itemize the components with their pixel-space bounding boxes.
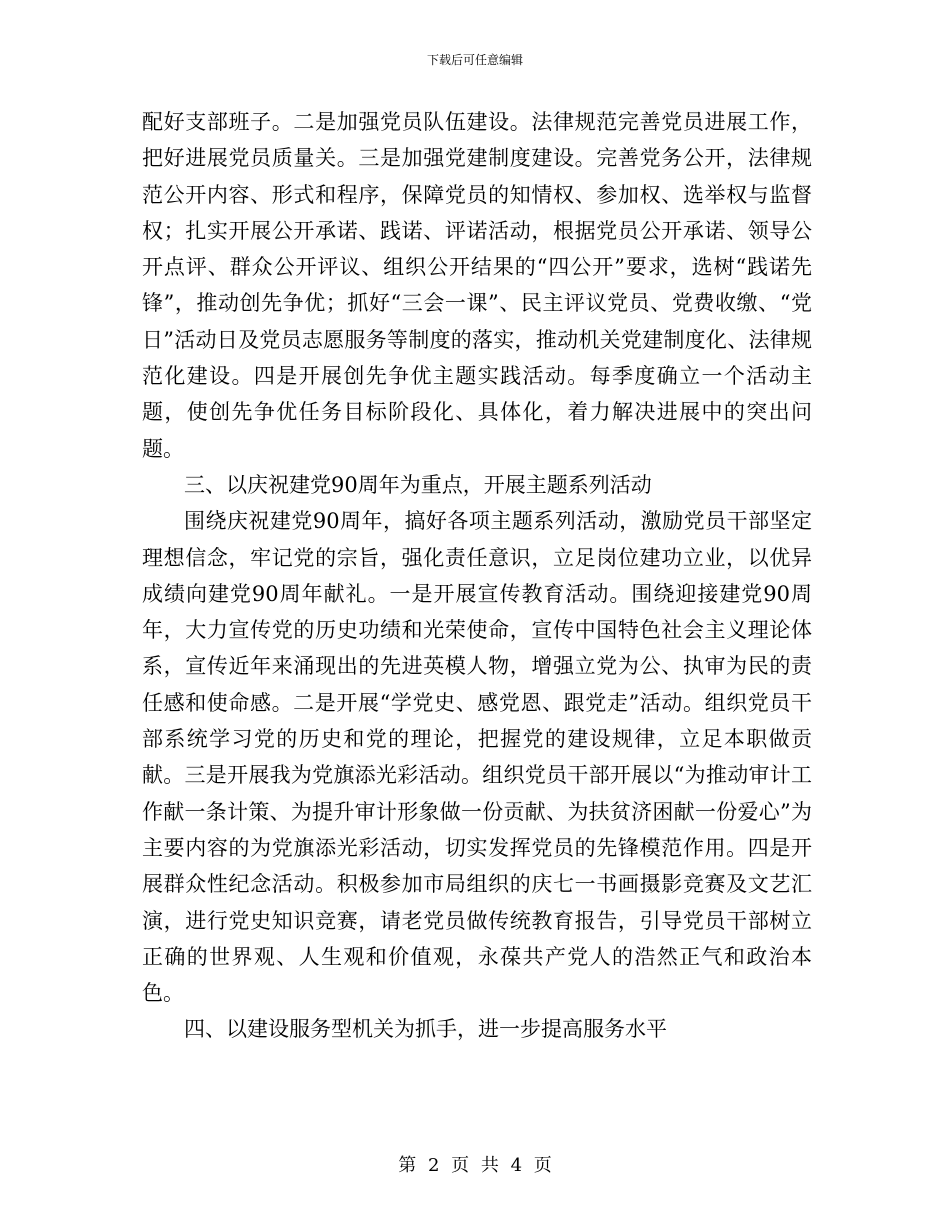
section-heading-four: 四、以建设服务型机关为抓手，进一步提高服务水平	[184, 1017, 667, 1042]
section-heading-three: 三、以庆祝建党90周年为重点，开展主题系列活动	[184, 472, 652, 497]
page-header-note: 下载后可任意编辑	[426, 53, 523, 67]
page-number-footer: 第 2 页 共 4 页	[398, 1155, 552, 1176]
document-body	[142, 104, 812, 1048]
paragraph-anniversary-activities: 围绕庆祝建党90周年，搞好各项主题系列活动，激励党员干部坚定理想信念，牢记党的宗旨，强化责任意识，立足岗位建功立业，以优异成绩向建党90周年献礼。一是开展宣传教育活动。围绕迎接建党90周年，大力宣传党的历史功绩和光荣使命，宣传中国特色社会主义理论体系，宣传近年来涌现出的先进英模人物，增强立党为公、执审为民的责任感和使命感。二是开展“学党史、感党恩、跟党走”活动。组织党员干部系统学习党的历史和党的理论，把握党的建设规律，立足本职做贡献。三是开展我为党旗添光彩活动。组织党员干部开展以“为推动审计工作献一条计策、为提升审计形象做一份贡献、为扶贫济困献一份爱心”为主要内容的为党旗添光彩活动，切实发挥党员的先锋模范作用。四是开展群众性纪念活动。积极参加市局组织的庆七一书画摄影竞赛及文艺汇演，进行党史知识竞赛，请老党员做传统教育报告，引导党员干部树立正确的世界观、人生观和价值观，永葆共产党人的浩然正气和政治本色。	[142, 509, 812, 1006]
paragraph-party-building: 配好支部班子。二是加强党员队伍建设。法律规范完善党员进展工作，把好进展党员质量关。三是加强党建制度建设。完善党务公开，法律规范公开内容、形式和程序，保障党员的知情权、参加权、选举权与监督权；扎实开展公开承诺、践诺、评诺活动，根据党员公开承诺、领导公开点评、群众公开评议、组织公开结果的“四公开”要求，选树“践诺先锋”，推动创先争优；抓好“三会一课”、民主评议党员、党费收缴、“党日”活动日及党员志愿服务等制度的落实，推动机关党建制度化、法律规范化建设。四是开展创先争优主题实践活动。每季度确立一个活动主题，使创先争优任务目标阶段化、具体化，着力解决进展中的突出问题。	[142, 110, 812, 461]
